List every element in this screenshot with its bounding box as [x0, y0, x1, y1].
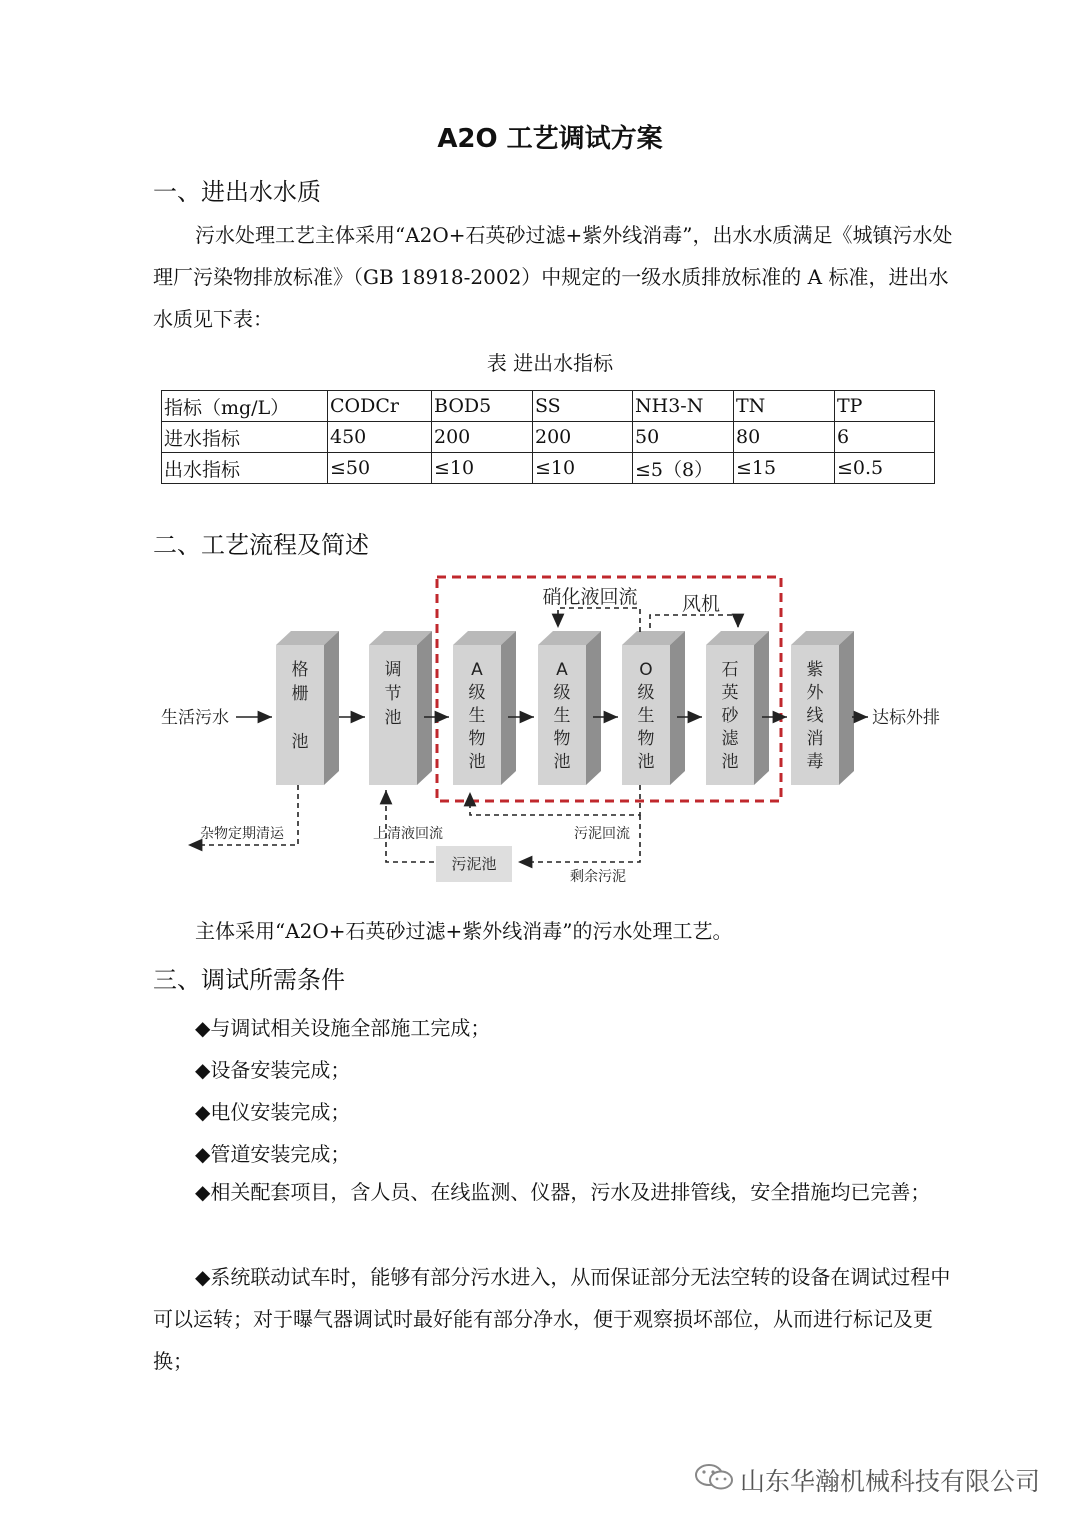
condition-item: ◆管道安装完成； [195, 1142, 351, 1166]
tank-label-char: 石 [721, 660, 739, 680]
tank-label-char: 线 [806, 706, 824, 726]
nitrate-return-line [558, 608, 640, 632]
table-cell: ≤50 [328, 453, 432, 484]
section-heading-process-flow: 二、工艺流程及简述 [153, 531, 369, 559]
process-tank [622, 631, 685, 785]
tank-label-char: 级 [553, 683, 571, 703]
condition-item: ◆相关配套项目，含人员、在线监测、仪器，污水及进排管线，安全措施均已完善； [195, 1180, 931, 1204]
tank-label-char: 节 [384, 684, 402, 704]
tank-label-char: 紫 [806, 660, 824, 680]
table-cell: ≤5（8） [633, 453, 734, 484]
tank-side-face [754, 631, 769, 785]
tank-label-char: 外 [806, 683, 824, 703]
tank-label-char: 池 [637, 752, 655, 772]
tank-side-face [417, 631, 432, 785]
process-summary: 主体采用“A2O+石英砂过滤+紫外线消毒”的污水处理工艺。 [195, 919, 733, 943]
process-tank [791, 631, 854, 785]
wechat-icon [694, 1462, 734, 1498]
tank-label-char: 生 [468, 706, 486, 726]
table-header-cell: TN [734, 391, 835, 422]
outlet-label: 达标外排 [872, 708, 940, 728]
condition-item: ◆电仪安装完成； [195, 1100, 351, 1124]
tank-label-char: 池 [384, 708, 402, 728]
tank-label-char: 池 [553, 752, 571, 772]
debris-label: 杂物定期清运 [200, 826, 284, 842]
table-row [162, 453, 935, 484]
tank-label-char: 调 [384, 660, 402, 680]
tank-label-char: 毒 [806, 752, 824, 772]
table-cell: 200 [432, 422, 533, 453]
document-title: A2O 工艺调试方案 [437, 124, 663, 154]
intro-paragraph: 污水处理工艺主体采用“A2O+石英砂过滤+紫外线消毒”，出水水质满足《城镇污水处理厂污染物排放标准》（GB 18918-2002）中规定的一级水质排放标准的 A 标准，进出水水质见下表： [153, 223, 953, 331]
table-cell: ≤10 [432, 453, 533, 484]
watermark [694, 1462, 1040, 1498]
excess-sludge-label: 剩余污泥 [570, 869, 626, 885]
tank-side-face [501, 631, 516, 785]
section-heading-water-quality: 一、进出水水质 [153, 178, 321, 206]
sludge-return-line [470, 785, 640, 815]
process-tank [453, 631, 516, 785]
table-cell: 450 [328, 422, 432, 453]
table-cell: 200 [533, 422, 633, 453]
tank-side-face [670, 631, 685, 785]
tank-side-face [324, 631, 339, 785]
tank-side-face [586, 631, 601, 785]
tank-label-char: 滤 [721, 729, 739, 749]
table-cell: 出水指标 [162, 453, 328, 484]
table-cell: 50 [633, 422, 734, 453]
tank-label-char: A [471, 660, 483, 680]
supernatant-return-label: 上清液回流 [373, 826, 443, 842]
watermark-text: 山东华瀚机械科技有限公司 [739, 1467, 1040, 1496]
table-header-cell: 指标（mg/L） [162, 391, 328, 422]
table-cell: 6 [835, 422, 935, 453]
nitrate-return-label: 硝化液回流 [542, 586, 638, 608]
condition-item: ◆系统联动试车时，能够有部分污水进入，从而保证部分无法空转的设备在调试过程中可以运转；对于曝气器调试时最好能有部分净水，便于观察损坏部位，从而进行标记及更换； [153, 1265, 951, 1373]
table-row [162, 422, 935, 453]
process-tank [538, 631, 601, 785]
tank-label-char: 物 [468, 729, 486, 749]
tank-label-char: 级 [468, 683, 486, 703]
table-header-cell: BOD5 [432, 391, 533, 422]
tank-label-char: O [639, 660, 653, 680]
tank-label-char: 生 [637, 706, 655, 726]
table-header-cell: NH3-N [633, 391, 734, 422]
table-cell: 80 [734, 422, 835, 453]
tank-label-char: 池 [721, 752, 739, 772]
tank-label-char: 级 [637, 683, 655, 703]
section-heading-conditions: 三、调试所需条件 [153, 966, 345, 994]
table-header-cell: TP [835, 391, 935, 422]
tank-label-char: 砂 [721, 706, 739, 726]
tank-label-char: 物 [553, 729, 571, 749]
tank-label-char: A [556, 660, 568, 680]
table-cell: ≤0.5 [835, 453, 935, 484]
sludge-return-label: 污泥回流 [574, 826, 630, 842]
tank-label-char: 消 [806, 729, 824, 749]
tank-label-char: 英 [721, 683, 739, 703]
table-header-row [162, 391, 935, 422]
tank-label-char: 格 [291, 660, 309, 680]
table-cell: ≤10 [533, 453, 633, 484]
tank-label-char: 物 [637, 729, 655, 749]
table-header-cell: CODCr [328, 391, 432, 422]
sludge-tank-label: 污泥池 [451, 855, 497, 873]
process-flow-diagram [0, 560, 1080, 900]
condition-item: ◆设备安装完成； [195, 1058, 351, 1082]
table-cell: 进水指标 [162, 422, 328, 453]
inlet-label: 生活污水 [161, 708, 229, 728]
table-caption: 表 进出水指标 [486, 351, 614, 375]
tank-label-char: 生 [553, 706, 571, 726]
process-tank [369, 631, 432, 785]
tank-label-char: 池 [291, 732, 309, 752]
process-tank [706, 631, 769, 785]
water-quality-table [161, 390, 935, 484]
blower-label: 风机 [681, 593, 721, 615]
table-header-cell: SS [533, 391, 633, 422]
tank-side-face [839, 631, 854, 785]
table-cell: ≤15 [734, 453, 835, 484]
condition-item: ◆与调试相关设施全部施工完成； [195, 1016, 491, 1040]
process-tank [276, 631, 339, 785]
blower-line [650, 615, 738, 628]
tank-label-char: 池 [468, 752, 486, 772]
tank-label-char: 栅 [291, 684, 309, 704]
